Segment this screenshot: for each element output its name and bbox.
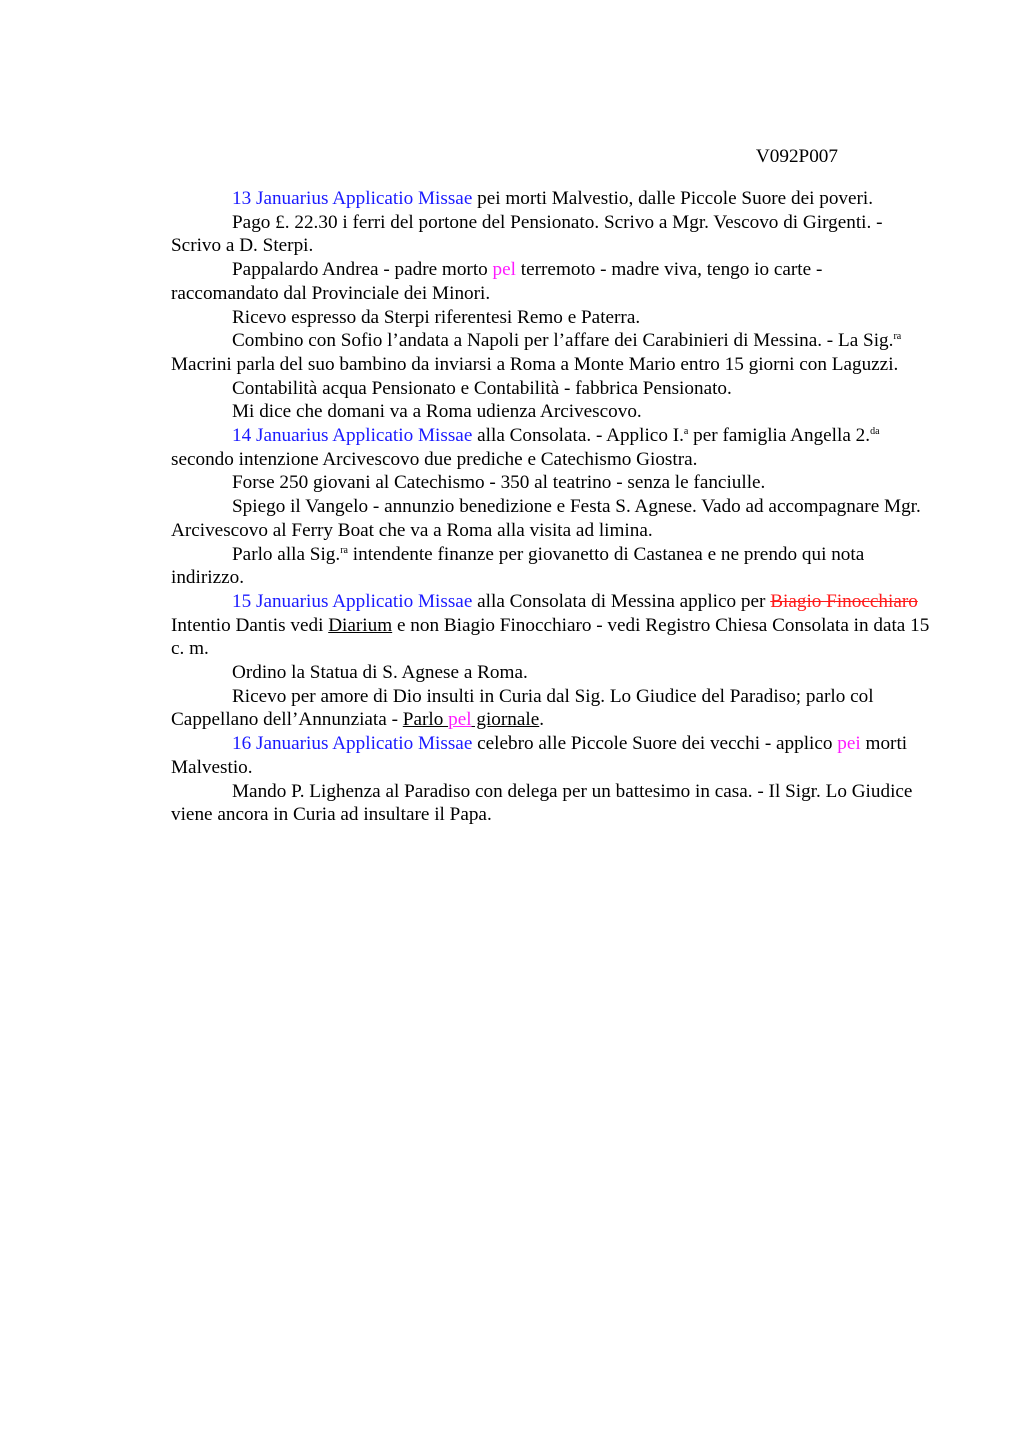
paragraph-text: Parlo alla Sig.: [232, 543, 341, 565]
deleted-text: Biagio Finocchiaro: [770, 590, 918, 612]
paragraph-text: celebro alle Piccole Suore dei vecchi - applico: [472, 733, 838, 755]
paragraph: Ricevo espresso da Sterpi riferentesi Remo e Paterra.: [232, 306, 641, 328]
paragraph-text: terremoto - madre viva, tengo io carte - raccomandato dal Provinciale dei Minori.: [171, 259, 823, 304]
paragraph-15-jan: [171, 590, 931, 661]
superscript: da: [870, 426, 880, 438]
underlined-text: giornale: [471, 709, 540, 731]
superscript: ra: [893, 331, 902, 343]
paragraph-text: secondo intenzione Arcivescovo due prediche e Catechismo Giostra.: [171, 448, 698, 470]
paragraph-13-jan: [171, 187, 931, 211]
underlined-text: Parlo: [402, 709, 449, 731]
superscript: a: [683, 426, 689, 438]
paragraph: Pago £. 22.30 i ferri del portone del Pensionato. Scrivo a Mgr. Vescovo di Girgenti. - Scrivo a D. Sterpi.: [171, 211, 883, 257]
paragraph-16-jan: [171, 732, 931, 779]
date-heading: 13 Januarius Applicatio Missae: [232, 188, 473, 209]
paragraph-text: e non Biagio Finocchiaro - vedi Registro Chiesa Consolata in data 15 c. m.: [171, 614, 930, 660]
highlighted-word: pel: [492, 259, 516, 281]
paragraph-text: .: [539, 709, 545, 731]
paragraph: Mi dice che domani va a Roma udienza Arcivescovo.: [232, 401, 642, 423]
highlighted-word: pel: [448, 709, 472, 731]
paragraph: [171, 258, 931, 305]
date-heading: 14 Januarius Applicatio Missae: [232, 425, 473, 447]
page-id: V092P007: [755, 146, 838, 167]
underlined-text: Diarium: [328, 614, 393, 636]
paragraph: Mando P. Lighenza al Paradiso con delega per un battesimo in casa. - Il Sigr. Lo Giudice viene ancora in Curia ad insultare il Papa.: [171, 780, 913, 826]
date-heading: 15 Januarius Applicatio Missae: [232, 590, 473, 612]
paragraph-text: per famiglia Angella 2.: [688, 425, 871, 447]
document-page: [171, 145, 931, 827]
paragraph: Forse 250 giovani al Catechismo - 350 al teatrino - senza le fanciulle.: [232, 472, 766, 494]
paragraph-text: intendente finanze per giovanetto di Castanea e ne prendo qui nota indirizzo.: [171, 543, 865, 589]
paragraph: Spiego il Vangelo - annunzio benedizione e Festa S. Agnese. Vado ad accompagnare Mgr. Arcivescovo al Ferry Boat che va a Roma alla visita ad limina.: [171, 496, 921, 541]
paragraph-text: pei morti Malvestio, dalle Piccole Suore dei poveri.: [472, 188, 874, 209]
paragraph-text: Pappalardo Andrea - padre morto: [232, 259, 493, 281]
date-heading: 16 Januarius Applicatio Missae: [232, 733, 473, 755]
paragraph-text: alla Consolata di Messina applico per: [472, 590, 771, 612]
paragraph: Ordino la Statua di S. Agnese a Roma.: [232, 662, 528, 684]
paragraph-text: Ricevo per amore di Dio insulti in Curia dal Sig. Lo Giudice del Paradiso; parlo col Cappellano dell’Annunziata -: [171, 685, 874, 731]
paragraph: Contabilità acqua Pensionato e Contabilità - fabbrica Pensionato.: [232, 377, 732, 399]
paragraph: [171, 329, 931, 376]
paragraph-text: Combino con Sofio l’andata a Napoli per l’affare dei Carabinieri di Messina. - La Sig.: [232, 330, 894, 352]
highlighted-word: pei: [837, 733, 861, 755]
paragraph-text: morti Malvestio.: [171, 733, 908, 778]
paragraph: [171, 685, 931, 732]
paragraph: [171, 543, 931, 590]
superscript: ra: [340, 544, 348, 556]
paragraph-text: Macrini parla del suo bambino da inviarsi a Roma a Monte Mario entro 15 giorni con Laguzzi.: [171, 353, 899, 375]
paragraph-text: alla Consolata. - Applico I.: [472, 425, 684, 447]
paragraph-14-jan: [171, 424, 931, 471]
paragraph-text: Intentio Dantis vedi: [171, 614, 329, 636]
